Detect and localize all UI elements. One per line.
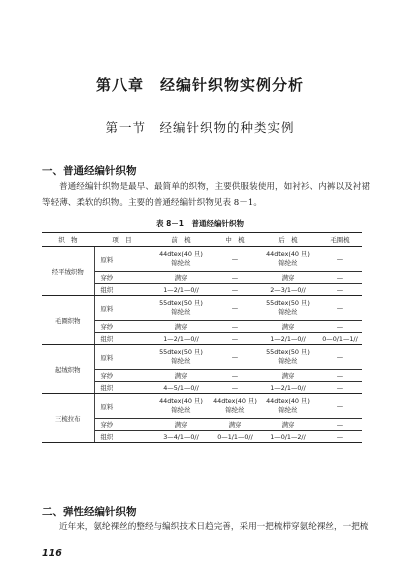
middle-bar-line: 锦纶丝 [225,406,245,414]
table-group [42,247,362,296]
table-header-row [42,233,362,247]
front-bar-value: 4—5/1—0// [150,382,212,394]
heading-elastic-warp-knit: 二、弹性经编针织物 [42,506,137,518]
middle-bar-value: — [212,382,258,394]
item-label: 组织 [94,382,150,394]
table-group [42,345,362,394]
heading-plain-warp-knit: 一、普通经编针织物 [42,165,137,177]
header-back-bar: 后 梳 [258,233,318,247]
fabric-name: 起绒织物 [42,345,94,394]
front-bar-value: 55dtex(50 旦) 锦纶丝 [150,296,212,321]
section-title: 第一节 经编针织物的种类实例 [105,120,295,135]
pile-bar-value: — [318,284,362,296]
elastic-paragraph: 近年来，氨纶裸丝的整经与编织技术日趋完善，采用一把梳栉穿氨纶裸丝，一把梳 [59,522,369,532]
intro-paragraph: 普通经编针织物是最早、最简单的织物，主要供服装使用，如衬衫、内裤以及衬裙等轻薄、柔软的织物。主要的普通经编针织物见表 8－1。 [42,182,370,208]
page-number: 116 [42,548,62,559]
table-row [42,394,362,419]
table-row [42,345,362,370]
header-front-bar: 前 梳 [150,233,212,247]
back-bar-value: 满穿 [258,370,318,382]
back-bar-value: 55dtex(50 旦) 锦纶丝 [258,345,318,370]
pile-bar-value: — [318,247,362,272]
fabric-spec-table [42,232,362,443]
table-group [42,296,362,345]
item-label: 组织 [94,284,150,296]
item-label: 穿纱 [94,321,150,333]
back-bar-value: 1—0/1—2// [258,431,318,443]
item-label: 穿纱 [94,370,150,382]
back-bar-value: 2—3/1—0// [258,284,318,296]
front-bar-value: 44dtex(40 旦) 锦纶丝 [150,247,212,272]
item-label: 原料 [94,296,150,321]
front-bar-value: 55dtex(50 旦) 锦纶丝 [150,345,212,370]
front-bar-value: 44dtex(40 旦) 锦纶丝 [150,394,212,419]
pile-bar-value: — [318,382,362,394]
header-middle-bar: 中 梳 [212,233,258,247]
middle-bar-value: 0—1/1—0// [212,431,258,443]
item-label: 穿纱 [94,272,150,284]
pile-bar-value: — [318,272,362,284]
item-label: 组织 [94,431,150,443]
pile-bar-value: — [318,321,362,333]
middle-bar-value [212,394,258,419]
pile-bar-value: — [318,370,362,382]
item-label: 穿纱 [94,419,150,431]
back-bar-value: 满穿 [258,272,318,284]
middle-bar-value: — [212,296,258,321]
pile-bar-value: — [318,394,362,419]
middle-bar-value: — [212,284,258,296]
table-group [42,394,362,443]
pile-bar-value: 0—0/1—1// [318,333,362,345]
back-bar-value: 44dtex(40 旦) 锦纶丝 [258,247,318,272]
back-bar-value: 满穿 [258,321,318,333]
pile-bar-value: — [318,419,362,431]
back-bar-value: 1—2/1—0// [258,382,318,394]
back-bar-value: 满穿 [258,419,318,431]
front-bar-value: 1—2/1—0// [150,284,212,296]
middle-bar-value: — [212,247,258,272]
header-fabric: 织 物 [42,233,94,247]
front-bar-value: 满穿 [150,419,212,431]
fabric-name: 经平绒织物 [42,247,94,296]
item-label: 原料 [94,394,150,419]
middle-bar-value: 满穿 [212,419,258,431]
pile-bar-value: — [318,345,362,370]
back-bar-value: 1—2/1—0// [258,333,318,345]
fabric-name: 毛圈织物 [42,296,94,345]
back-bar-value: 44dtex(40 旦) 锦纶丝 [258,394,318,419]
table-caption: 表 8－1 普通经编针织物 [155,219,245,228]
middle-bar-value: — [212,272,258,284]
header-item: 项 目 [94,233,150,247]
middle-bar-value: — [212,370,258,382]
item-label: 原料 [94,247,150,272]
pile-bar-value: — [318,431,362,443]
middle-bar-value: — [212,345,258,370]
front-bar-value: 满穿 [150,321,212,333]
fabric-name: 三梳拉布 [42,394,94,443]
item-label: 原料 [94,345,150,370]
table-row [42,247,362,272]
back-bar-value: 55dtex(50 旦) 锦纶丝 [258,296,318,321]
item-label: 组织 [94,333,150,345]
front-bar-value: 满穿 [150,370,212,382]
front-bar-value: 满穿 [150,272,212,284]
pile-bar-value: — [318,296,362,321]
middle-bar-value: — [212,333,258,345]
table-row [42,296,362,321]
chapter-title: 第八章 经编针织物实例分析 [95,76,304,94]
front-bar-value: 3—4/1—0// [150,431,212,443]
header-pile-bar: 毛圈梳 [318,233,362,247]
front-bar-value: 1—2/1—0// [150,333,212,345]
middle-bar-value: — [212,321,258,333]
middle-bar-line: 44dtex(40 旦) [213,397,257,405]
